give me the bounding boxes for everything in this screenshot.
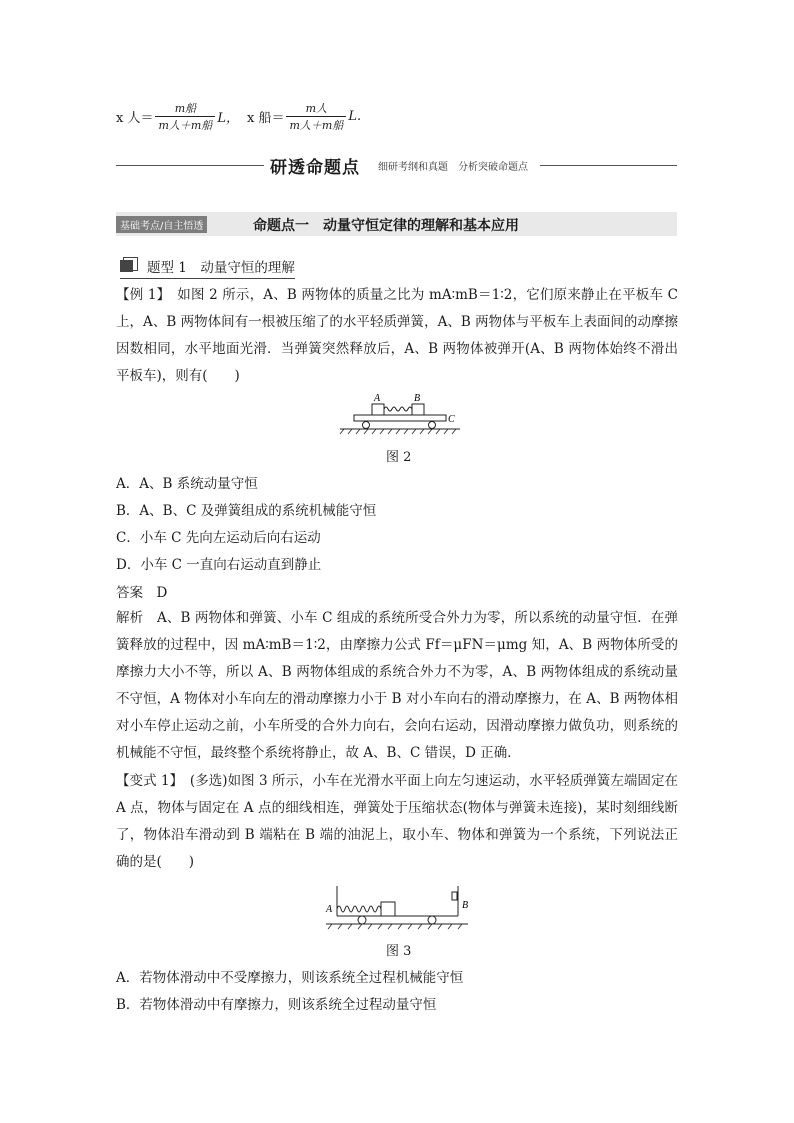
square-bullet-icon	[120, 260, 133, 272]
formula-line	[116, 96, 361, 136]
example-1-option-a: A．A、B 系统动量守恒	[116, 476, 258, 492]
spring	[384, 407, 412, 411]
wheel-right	[429, 422, 436, 429]
fraction-2-tail: L.	[348, 108, 362, 124]
topic-tag: 基础考点/自主悟透	[116, 216, 207, 233]
fraction-1	[155, 100, 215, 133]
x-person-label: x 人＝	[116, 110, 154, 126]
variant-1-option-b: B．若物体滑动中有摩擦力，则该系统全过程动量守恒	[116, 997, 437, 1013]
fraction-2-numerator: m人	[305, 101, 328, 115]
figure-2-caption: 图 2	[386, 450, 412, 465]
variant-1-option-a: A．若物体滑动中不受摩擦力，则该系统全过程机械能守恒	[116, 970, 464, 986]
ground-hatch-3	[328, 924, 462, 929]
topic-title: 命题点一 动量守恒定律的理解和基本应用	[253, 218, 519, 234]
example-1-analysis: 解析 A、B 两物体和弹簧、小车 C 组成的系统所受合外力为零，所以系统的动量守恒．在弹簧释放的过程中，因 mA∶mB＝1∶2，由摩擦力公式 Ff＝μFN＝μmg 知，A、B 两物体所受的摩擦力大小不等，所以 A、B 两物体组成的系统合外力不为零，A、B 两物体组成的系统动量不守恒，A 物体对小车向左的滑动摩擦力小于 B 对小车向右的滑动摩擦力，在 A、B 两物体相对小车停止运动之前，小车所受的合外力向右，会向右运动，因滑动摩擦力做负功，则系统的机械能不守恒，最终整个系统将静止，故 A、B、C 错误，D 正确．	[116, 610, 678, 761]
x-boat-label: x 船＝	[246, 110, 285, 126]
putty-b	[452, 892, 457, 900]
section-subtitle: 细研考纲和真题 分析突破命题点	[378, 162, 528, 173]
wheel-3-right	[428, 916, 436, 924]
example-1-option-c: C．小车 C 先向左运动后向右运动	[116, 530, 321, 546]
label-3-a: A	[326, 904, 333, 915]
figure-3-caption: 图 3	[386, 944, 412, 959]
fraction-1-tail: L，	[217, 110, 239, 126]
label-3-b: B	[462, 900, 469, 911]
example-1-option-b: B．A、B、C 及弹簧组成的系统机械能守恒	[116, 503, 377, 519]
label-b: B	[414, 393, 421, 404]
block-a	[372, 404, 384, 415]
variant-1-text: 【变式 1】 (多选)如图 3 所示，小车在光滑水平面上向左匀速运动，水平轻质弹簧左端固定在 A 点，物体与固定在 A 点的细线相连，弹簧处于压缩状态(物体与弹簧未连接)，某时刻细线断了，物体沿车滑动到 B 端粘在 B 端的油泥上，取小车、物体和弹簧为一个系统，下列说法正确的是( )	[116, 773, 678, 870]
label-a: A	[374, 393, 381, 404]
wheel-left	[363, 422, 370, 429]
wheel-3-left	[358, 916, 366, 924]
question-type-label: 题型 1 动量守恒的理解	[147, 260, 295, 276]
section-title: 研透命题点	[270, 158, 360, 178]
example-1-text: 【例 1】 如图 2 所示，A、B 两物体的质量之比为 mA∶mB＝1∶2，它们原来静止在平板车 C 上，A、B 两物体间有一根被压缩了的水平轻质弹簧，A、B 两物体与平板车上表面间的动摩擦因数相同，水平地面光滑．当弹簧突然释放后，A、B 两物体被弹开(A、B 两物体始终不滑出平板车)，则有( )	[116, 287, 678, 384]
section-rule-left	[116, 165, 264, 166]
spring-3	[337, 906, 381, 912]
example-1-answer: 答案 D	[116, 585, 168, 601]
fraction-2	[286, 100, 346, 133]
cart-c-body	[354, 415, 446, 421]
section-rule-right	[540, 165, 677, 166]
label-c: C	[448, 414, 455, 425]
example-1-option-d: D．小车 C 一直向右运动直到静止	[116, 557, 322, 573]
block-object	[381, 902, 395, 916]
fraction-2-denominator: m人＋m船	[286, 116, 346, 133]
figure-3-diagram	[322, 880, 472, 932]
figure-2-diagram	[336, 390, 466, 438]
fraction-1-numerator: m船	[174, 101, 197, 115]
question-type-heading	[120, 256, 295, 279]
ground-hatch	[340, 429, 456, 434]
block-b	[412, 404, 424, 415]
fraction-1-denominator: m人＋m船	[155, 116, 215, 133]
